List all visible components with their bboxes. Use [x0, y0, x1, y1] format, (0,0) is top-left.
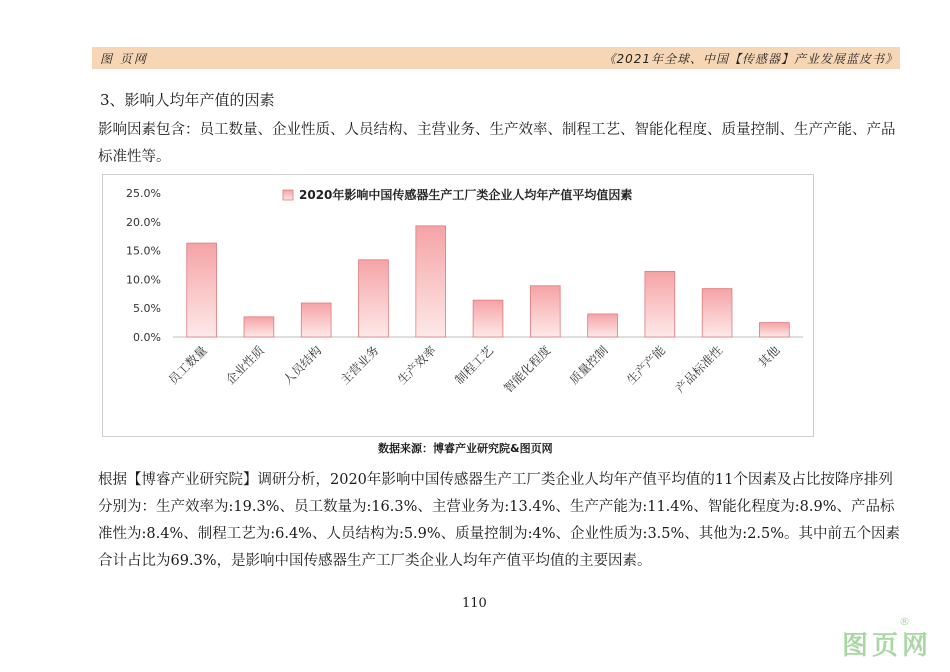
- chart-bar: [301, 303, 331, 337]
- chart-bar: [416, 226, 446, 337]
- page-number: 110: [462, 596, 487, 611]
- chart-bar: [473, 300, 503, 337]
- chart-bar: [645, 271, 675, 337]
- header-bar: [92, 47, 900, 69]
- watermark-registered-mark: ®: [899, 615, 910, 628]
- legend-swatch: [283, 190, 293, 200]
- y-tick-label: 10.0%: [126, 273, 161, 287]
- watermark-logo: 图页网: [841, 631, 932, 661]
- header-brand: 图 页网: [100, 52, 148, 66]
- x-category-label: 制程工艺: [452, 343, 497, 388]
- y-tick-label: 20.0%: [126, 215, 161, 229]
- chart-bar: [187, 243, 217, 337]
- paragraph-analysis: 根据【博睿产业研究院】调研分析，2020年影响中国传感器生产工厂类企业人均年产值平均值的11个因素及占比按降序排列分别为：生产效率为:19.3%、员工数量为:16.3%、主营业务为:13.4%、生产产能为:11.4%、智能化程度为:8.9%、产品标准性为:8.4%、制程工艺为:6.4%、人员结构为:5.9%、质量控制为:4%、企业性质为:3.5%、其他为:2.5%。其中前五个因素合计占比为69.3%，是影响中国传感器生产工厂类企业人均年产值平均值的主要因素。: [98, 472, 900, 569]
- x-category-label: 智能化程度: [501, 343, 554, 396]
- chart-bar: [244, 317, 274, 337]
- y-tick-label: 0.0%: [133, 331, 161, 344]
- x-category-label: 质量控制: [566, 343, 611, 388]
- chart-bar: [530, 286, 560, 337]
- header-book-title: 《2021年全球、中国【传感器】产业发展蓝皮书》: [603, 52, 898, 66]
- section-title: 3、影响人均年产值的因素: [100, 91, 275, 109]
- x-category-label: 其他: [755, 343, 783, 371]
- y-tick-label: 5.0%: [133, 302, 161, 316]
- x-category-label: 生产效率: [394, 343, 439, 388]
- chart-bar: [759, 323, 789, 337]
- x-category-label: 员工数量: [165, 343, 210, 388]
- chart-bar: [588, 314, 618, 337]
- chart-source-caption: 数据来源：博睿产业研究院&图页网: [378, 442, 553, 455]
- y-tick-label: 25.0%: [126, 187, 161, 200]
- x-category-label: 企业性质: [223, 343, 268, 388]
- bar-chart: [102, 174, 814, 437]
- chart-bar: [702, 289, 732, 337]
- chart-bar: [359, 260, 389, 337]
- x-category-label: 人员结构: [280, 343, 325, 388]
- legend-label: 2020年影响中国传感器生产工厂类企业人均年产值平均值因素: [299, 188, 633, 202]
- x-category-label: 主营业务: [337, 343, 382, 388]
- paragraph-factors: 影响因素包含：员工数量、企业性质、人员结构、主营业务、生产效率、制程工艺、智能化程度、质量控制、生产产能、产品标准性等。: [98, 122, 896, 165]
- y-tick-label: 15.0%: [126, 244, 161, 258]
- x-category-label: 产品标准性: [672, 343, 726, 396]
- chart-svg: [103, 175, 813, 436]
- x-category-label: 生产产能: [624, 343, 668, 388]
